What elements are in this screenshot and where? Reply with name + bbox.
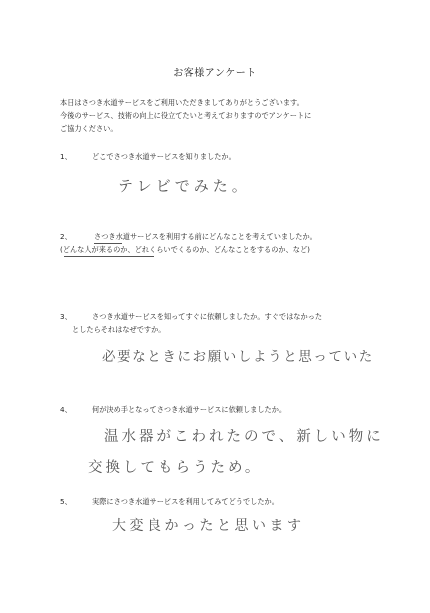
question-5-number: 5、 [60, 497, 72, 506]
intro-line: 今後のサービス、技術の向上に役立てたいと考えておりますのでアンケートに [60, 111, 312, 120]
question-4-text [92, 403, 286, 416]
question-3-line: さつき水道サービスを知ってすぐに依頼しましたか。すぐではなかった [92, 312, 323, 321]
pen-underline-mark [64, 256, 154, 257]
question-2-text [94, 230, 317, 243]
intro-line: ご協力ください。 [60, 124, 118, 133]
intro-line: 本日はさつき水道サービスをご利用いただきましてありがとうございます。 [60, 98, 304, 107]
question-4-line: 何が決め手となってさつき水道サービスに依頼しましたか。 [92, 405, 287, 414]
question-3-text-cont [72, 323, 165, 336]
answer-3-handwriting: 必要なときにお願いしようと思っていた [102, 349, 374, 365]
question-2-text-cont [60, 243, 310, 256]
question-5-line: 実際にさつき水道サービスを利用してみてどうでしたか。 [92, 497, 279, 506]
answer-4-handwriting-line-2: 交換してもらうため。 [88, 460, 263, 476]
answer-1-handwriting: テレビでみた。 [118, 177, 251, 195]
question-3-text [92, 310, 322, 323]
question-2-number: 2、 [60, 232, 72, 241]
question-2-line: (どんな人が来るのか、どれくらいでくるのか、どんなことをするのか、など) [60, 245, 310, 254]
question-1-line: どこでさつき水道サービスを知りましたか。 [92, 152, 236, 161]
question-1-number: 1、 [60, 152, 72, 161]
question-2-line: さつき水道サービスを利用する前にどんなことを考えていましたか。 [94, 232, 317, 241]
answer-4-handwriting-line-1: 温水器がこわれたので、新しい物に [104, 429, 384, 445]
page-title: お客様アンケート [173, 68, 257, 79]
answer-5-handwriting: 大変良かったと思います [112, 518, 305, 534]
question-3-number: 3、 [60, 312, 72, 321]
question-4-number: 4、 [60, 405, 72, 414]
pen-underline-mark [94, 243, 122, 244]
question-1-text [92, 150, 236, 163]
question-3-line: としたらそれはなぜですか。 [72, 325, 166, 334]
intro-paragraph [60, 96, 390, 135]
question-5-text [92, 495, 279, 508]
